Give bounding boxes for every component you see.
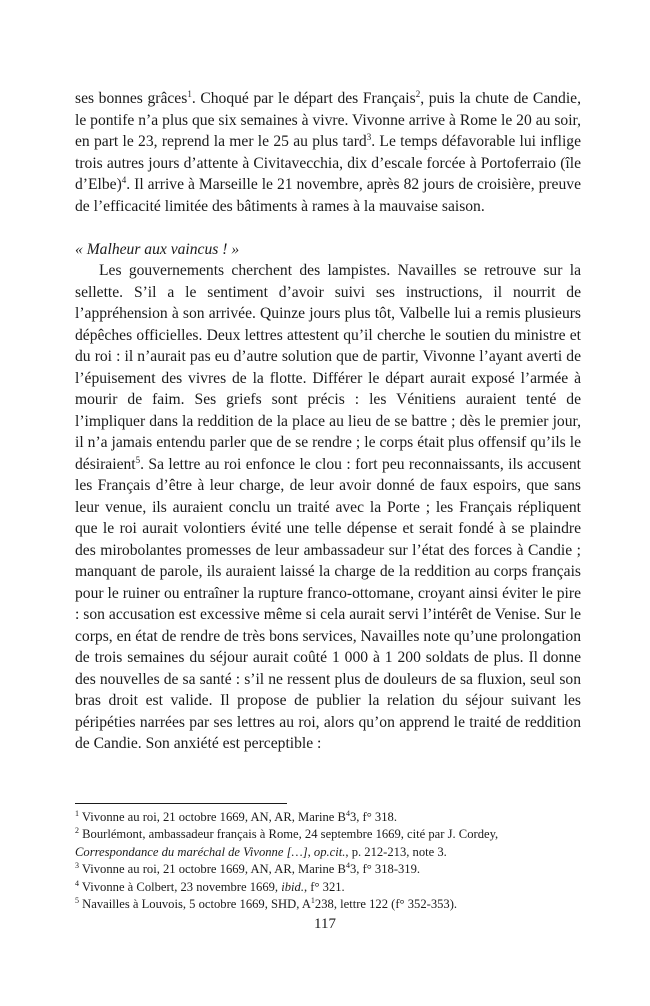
- text-run: Les gouvernements cherchent des lampistes. Navailles se retrouve sur la sellette. S’il a le sentiment d’avoir suivi ses instructions, il nourrit de l’appréhension à son arrivée. Quinze jours plus tôt, Valbelle lui a remis plusieurs dépêches officielles. Deux lettres attestent qu’il cherche le soutien du ministre et du roi : il n’aurait pas eu d’autre solution que de partir, Vivonne l’ayant averti de l’épuisement des vivres de la flotte. Différer le départ aurait exposé l’armée à mourir de faim. Ses griefs sont précis : les Vénitiens auraient tenté de l’impliquer dans la reddition de la place au lieu de se battre ; dès le premier jour, il n’a jamais entendu parler que de se rendre ; le corps était plus offensif qu’ils le désiraient: [75, 262, 581, 473]
- footnote-sup: 4: [345, 808, 350, 818]
- footnote-number: 2: [75, 826, 79, 836]
- footnote-text: Navailles à Louvois, 5 octobre 1669, SHD, A: [82, 897, 311, 912]
- footnote-2: [75, 826, 581, 861]
- footnote-italic: op.cit.: [313, 844, 346, 859]
- footnote-number: 3: [75, 861, 79, 871]
- footnotes: [75, 809, 581, 913]
- footnote-3: [75, 861, 581, 878]
- footnote-ref-3[interactable]: 3: [366, 131, 372, 142]
- page-body: [75, 88, 581, 755]
- footnote-number: 4: [75, 878, 79, 888]
- footnote-sup: 4: [345, 861, 350, 871]
- footnote-text: 3, f° 318-319.: [349, 862, 421, 877]
- text-run: . Sa lettre au roi enfonce le clou : fort peu reconnaissants, ils accusent les Français d’être à leur charge, de leur avoir donné de faux espoirs, que sans leur venue, ils auraient conclu un traité avec la Porte ; les Français répliquent que le roi aurait volontiers évité une telle dépense et serait fondé à se plaindre des mirobolantes promesses de leur ambassadeur sur l’état des forces à Candie ; manquant de parole, ils auraient laissé la charge de la reddition au corps français pour le ruiner ou entraîner la rupture franco-ottomane, croyant ainsi éviter le pire : son accusation est excessive même si cela aurait servi l’intérêt de Venise. Sur le corps, en état de rendre de très bons services, Navailles note qu’une prolongation de trois semaines du séjour aurait coûté 1 000 à 1 200 soldats de plus. Il donne des nouvelles de sa santé : s’il ne ressent plus de douleurs de sa fluxion, seul son bras droit est valide. Il propose de publier la relation du séjour suivant les péripéties narrées par ses lettres au roi, alors qu’on apprend le traité de reddition de Candie. Son anxiété est perceptible :: [75, 455, 581, 752]
- footnote-ref-4[interactable]: 4: [121, 174, 127, 185]
- footnote-text: , f° 321.: [303, 879, 345, 894]
- footnote-italic: ibid.: [281, 879, 304, 894]
- text-run: . Il arrive à Marseille le 21 novembre, après 82 jours de croisière, preuve de l’efficacité limitée des bâtiments à rames à la mauvaise saison.: [75, 176, 581, 215]
- main-text: [75, 88, 581, 755]
- footnote-number: 5: [75, 895, 79, 905]
- text-run: , puis la chute de Candie, le pontife n’a plus que six semaines à vivre. Vivonne arrive à Rome le 20 au soir, en part le 23, reprend la mer le 25 au plus tard: [75, 90, 581, 150]
- text-run: . Le temps défavorable lui inflige trois autres jours d’attente à Civitavecchia, dix d’escale forcée à Portoferraio (île d’Elbe): [75, 133, 581, 193]
- footnote-text: ,: [307, 844, 314, 859]
- footnote-ref-1[interactable]: 1: [187, 88, 192, 99]
- footnote-text: Vivonne au roi, 21 octobre 1669, AN, AR, Marine B: [81, 862, 346, 877]
- footnote-number: 1: [75, 808, 79, 818]
- footnote-1: [75, 809, 581, 826]
- text-run: . Choqué par le départ des Français: [191, 90, 416, 107]
- section-heading: « Malheur aux vaincus ! »: [75, 240, 240, 258]
- footnote-ref-2[interactable]: 2: [415, 88, 421, 99]
- footnote-text: Bourlémont, ambassadeur français à Rome, 24 septembre 1669, cité par J. Cordey,: [82, 827, 499, 842]
- footnote-text: 238, lettre 122 (f° 352-353).: [314, 897, 458, 912]
- page-number: 117: [314, 916, 336, 932]
- text-run: ses bonnes grâces: [75, 90, 188, 107]
- paragraph-2: [75, 260, 581, 755]
- footnote-text: Vivonne au roi, 21 octobre 1669, AN, AR, Marine B: [81, 810, 346, 824]
- paragraph-gap: [75, 217, 581, 239]
- footnote-text: 3, f° 318.: [349, 810, 397, 824]
- paragraph-1: [75, 88, 581, 217]
- footnote-text: Vivonne à Colbert, 23 novembre 1669,: [81, 879, 282, 894]
- footnote-ref-5[interactable]: 5: [135, 454, 141, 465]
- footnote-separator: [75, 803, 287, 804]
- footnote-sup: 1: [310, 895, 315, 905]
- footnote-text: , p. 212-213, note 3.: [345, 844, 447, 859]
- footnote-5: [75, 896, 581, 913]
- footnote-italic: Correspondance du maréchal de Vivonne […]: [75, 844, 308, 859]
- footnote-4: [75, 879, 581, 896]
